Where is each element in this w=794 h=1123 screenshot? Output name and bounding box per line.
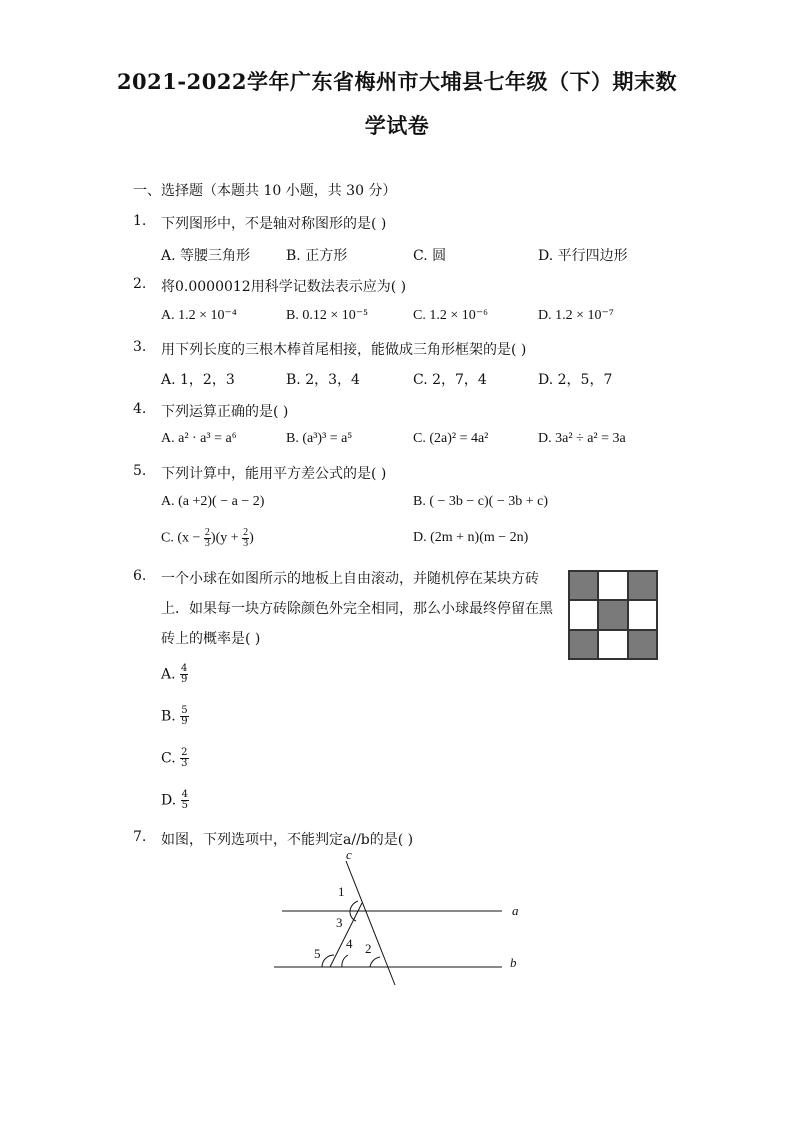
- question-text-line: 一个小球在如图所示的地板上自由滚动，并随机停在某块方砖: [161, 571, 539, 587]
- angle-arc-2: [370, 957, 380, 967]
- question-number: 5.: [133, 463, 147, 479]
- option-b: B. 2，3，4: [286, 372, 360, 388]
- question-number: 6.: [133, 568, 147, 584]
- fraction: [180, 748, 188, 769]
- option-a: A. 1，2，3: [161, 372, 235, 388]
- label-c: c: [346, 847, 352, 862]
- section-heading: 一、选择题（本题共 10 小题，共 30 分）: [133, 183, 397, 199]
- option-d: D. 1.2 × 10⁻⁷: [538, 308, 614, 323]
- tile-light: [569, 600, 598, 629]
- fraction-denominator: 9: [181, 716, 188, 727]
- tile-dark: [628, 571, 657, 600]
- option-d: [161, 790, 189, 811]
- option-a: A. a² · a³ = a⁶: [161, 431, 237, 446]
- transversal-line: [330, 903, 362, 967]
- tile-light: [628, 600, 657, 629]
- label-angle-3: 3: [336, 915, 343, 930]
- fraction-numerator: 5: [181, 705, 188, 716]
- fraction-denominator: 3: [243, 538, 249, 549]
- option-a: A. 等腰三角形: [161, 248, 251, 264]
- option-c-tail: ): [249, 530, 254, 546]
- parallel-lines-figure: [270, 845, 530, 990]
- question-number: 1.: [133, 213, 147, 229]
- exam-title-line2: 学试卷: [364, 113, 430, 138]
- option-label: C.: [161, 750, 176, 767]
- fraction-denominator: 3: [204, 538, 210, 549]
- tile-dark: [628, 630, 657, 659]
- option-d: D. 2，5，7: [538, 372, 613, 388]
- angle-arc-4: [342, 955, 348, 967]
- fraction: [180, 664, 188, 685]
- tile-dark: [598, 600, 627, 629]
- fraction-numerator: 4: [181, 789, 189, 800]
- fraction: [204, 528, 211, 549]
- tile-dark: [569, 630, 598, 659]
- option-a: [161, 664, 188, 685]
- angle-arc-1: [350, 901, 358, 911]
- option-c: [161, 528, 254, 549]
- option-d: D. 3a² ÷ a² = 3a: [538, 431, 626, 446]
- option-c: C. 2，7，4: [413, 372, 487, 388]
- option-b: B. ( − 3b − c)( − 3b + c): [413, 494, 548, 509]
- question-text-line: 上．如果每一块方砖除颜色外完全相同，那么小球最终停留在黑: [161, 601, 553, 617]
- fraction-numerator: 4: [181, 663, 188, 674]
- exam-title-line1: 2021-2022学年广东省梅州市大埔县七年级（下）期末数: [116, 69, 678, 94]
- label-angle-2: 2: [365, 941, 372, 956]
- option-d: D. (2m + n)(m − 2n): [413, 530, 529, 545]
- option-c-head: C. (x −: [161, 530, 204, 546]
- question-text: 用下列长度的三根木棒首尾相接，能做成三角形框架的是( ): [161, 342, 527, 358]
- option-b: [161, 706, 189, 727]
- tile-light: [598, 630, 627, 659]
- option-a: A. (a +2)( − a − 2): [161, 494, 265, 509]
- question-text: 下列图形中，不是轴对称图形的是( ): [161, 216, 387, 232]
- fraction-numerator: 2: [181, 747, 188, 758]
- fraction: [181, 790, 189, 811]
- question-text: 下列计算中，能用平方差公式的是( ): [161, 466, 387, 482]
- question-text-line: 砖上的概率是( ): [161, 631, 261, 647]
- option-a: A. 1.2 × 10⁻⁴: [161, 308, 237, 323]
- question-text: 如图，下列选项中，不能判定a//b的是( ): [161, 832, 414, 848]
- option-b: B. 0.12 × 10⁻⁵: [286, 308, 369, 323]
- label-angle-1: 1: [338, 884, 345, 899]
- option-c-mid: )(y +: [210, 530, 243, 546]
- question-text: 将0.0000012用科学记数法表示应为( ): [161, 279, 407, 295]
- question-number: 2.: [133, 276, 147, 292]
- question-number: 7.: [133, 829, 147, 845]
- question-number: 4.: [133, 401, 147, 417]
- option-d: D. 平行四边形: [538, 248, 628, 264]
- option-c: C. 圆: [413, 248, 447, 264]
- fraction-numerator: 2: [204, 527, 210, 538]
- option-c: C. (2a)² = 4a²: [413, 431, 489, 446]
- fraction-denominator: 9: [181, 674, 188, 685]
- fraction-numerator: 2: [243, 527, 249, 538]
- fraction: [180, 706, 188, 727]
- option-label: B.: [161, 708, 176, 725]
- option-c: C. 1.2 × 10⁻⁶: [413, 308, 489, 323]
- option-b: B. (a³)³ = a⁵: [286, 431, 353, 446]
- tile-light: [598, 571, 627, 600]
- label-a: a: [512, 903, 519, 918]
- fraction-denominator: 3: [181, 758, 188, 769]
- option-label: D.: [161, 792, 177, 809]
- label-angle-4: 4: [346, 936, 353, 951]
- floor-tile-grid: [568, 570, 658, 660]
- option-c: [161, 748, 189, 769]
- label-b: b: [510, 955, 517, 970]
- option-label: A.: [161, 666, 176, 683]
- tile-dark: [569, 571, 598, 600]
- question-text: 下列运算正确的是( ): [161, 404, 289, 420]
- fraction-denominator: 5: [181, 800, 189, 811]
- option-b: B. 正方形: [286, 248, 348, 264]
- label-angle-5: 5: [314, 946, 321, 961]
- angle-arc-5: [322, 955, 334, 967]
- question-number: 3.: [133, 339, 147, 355]
